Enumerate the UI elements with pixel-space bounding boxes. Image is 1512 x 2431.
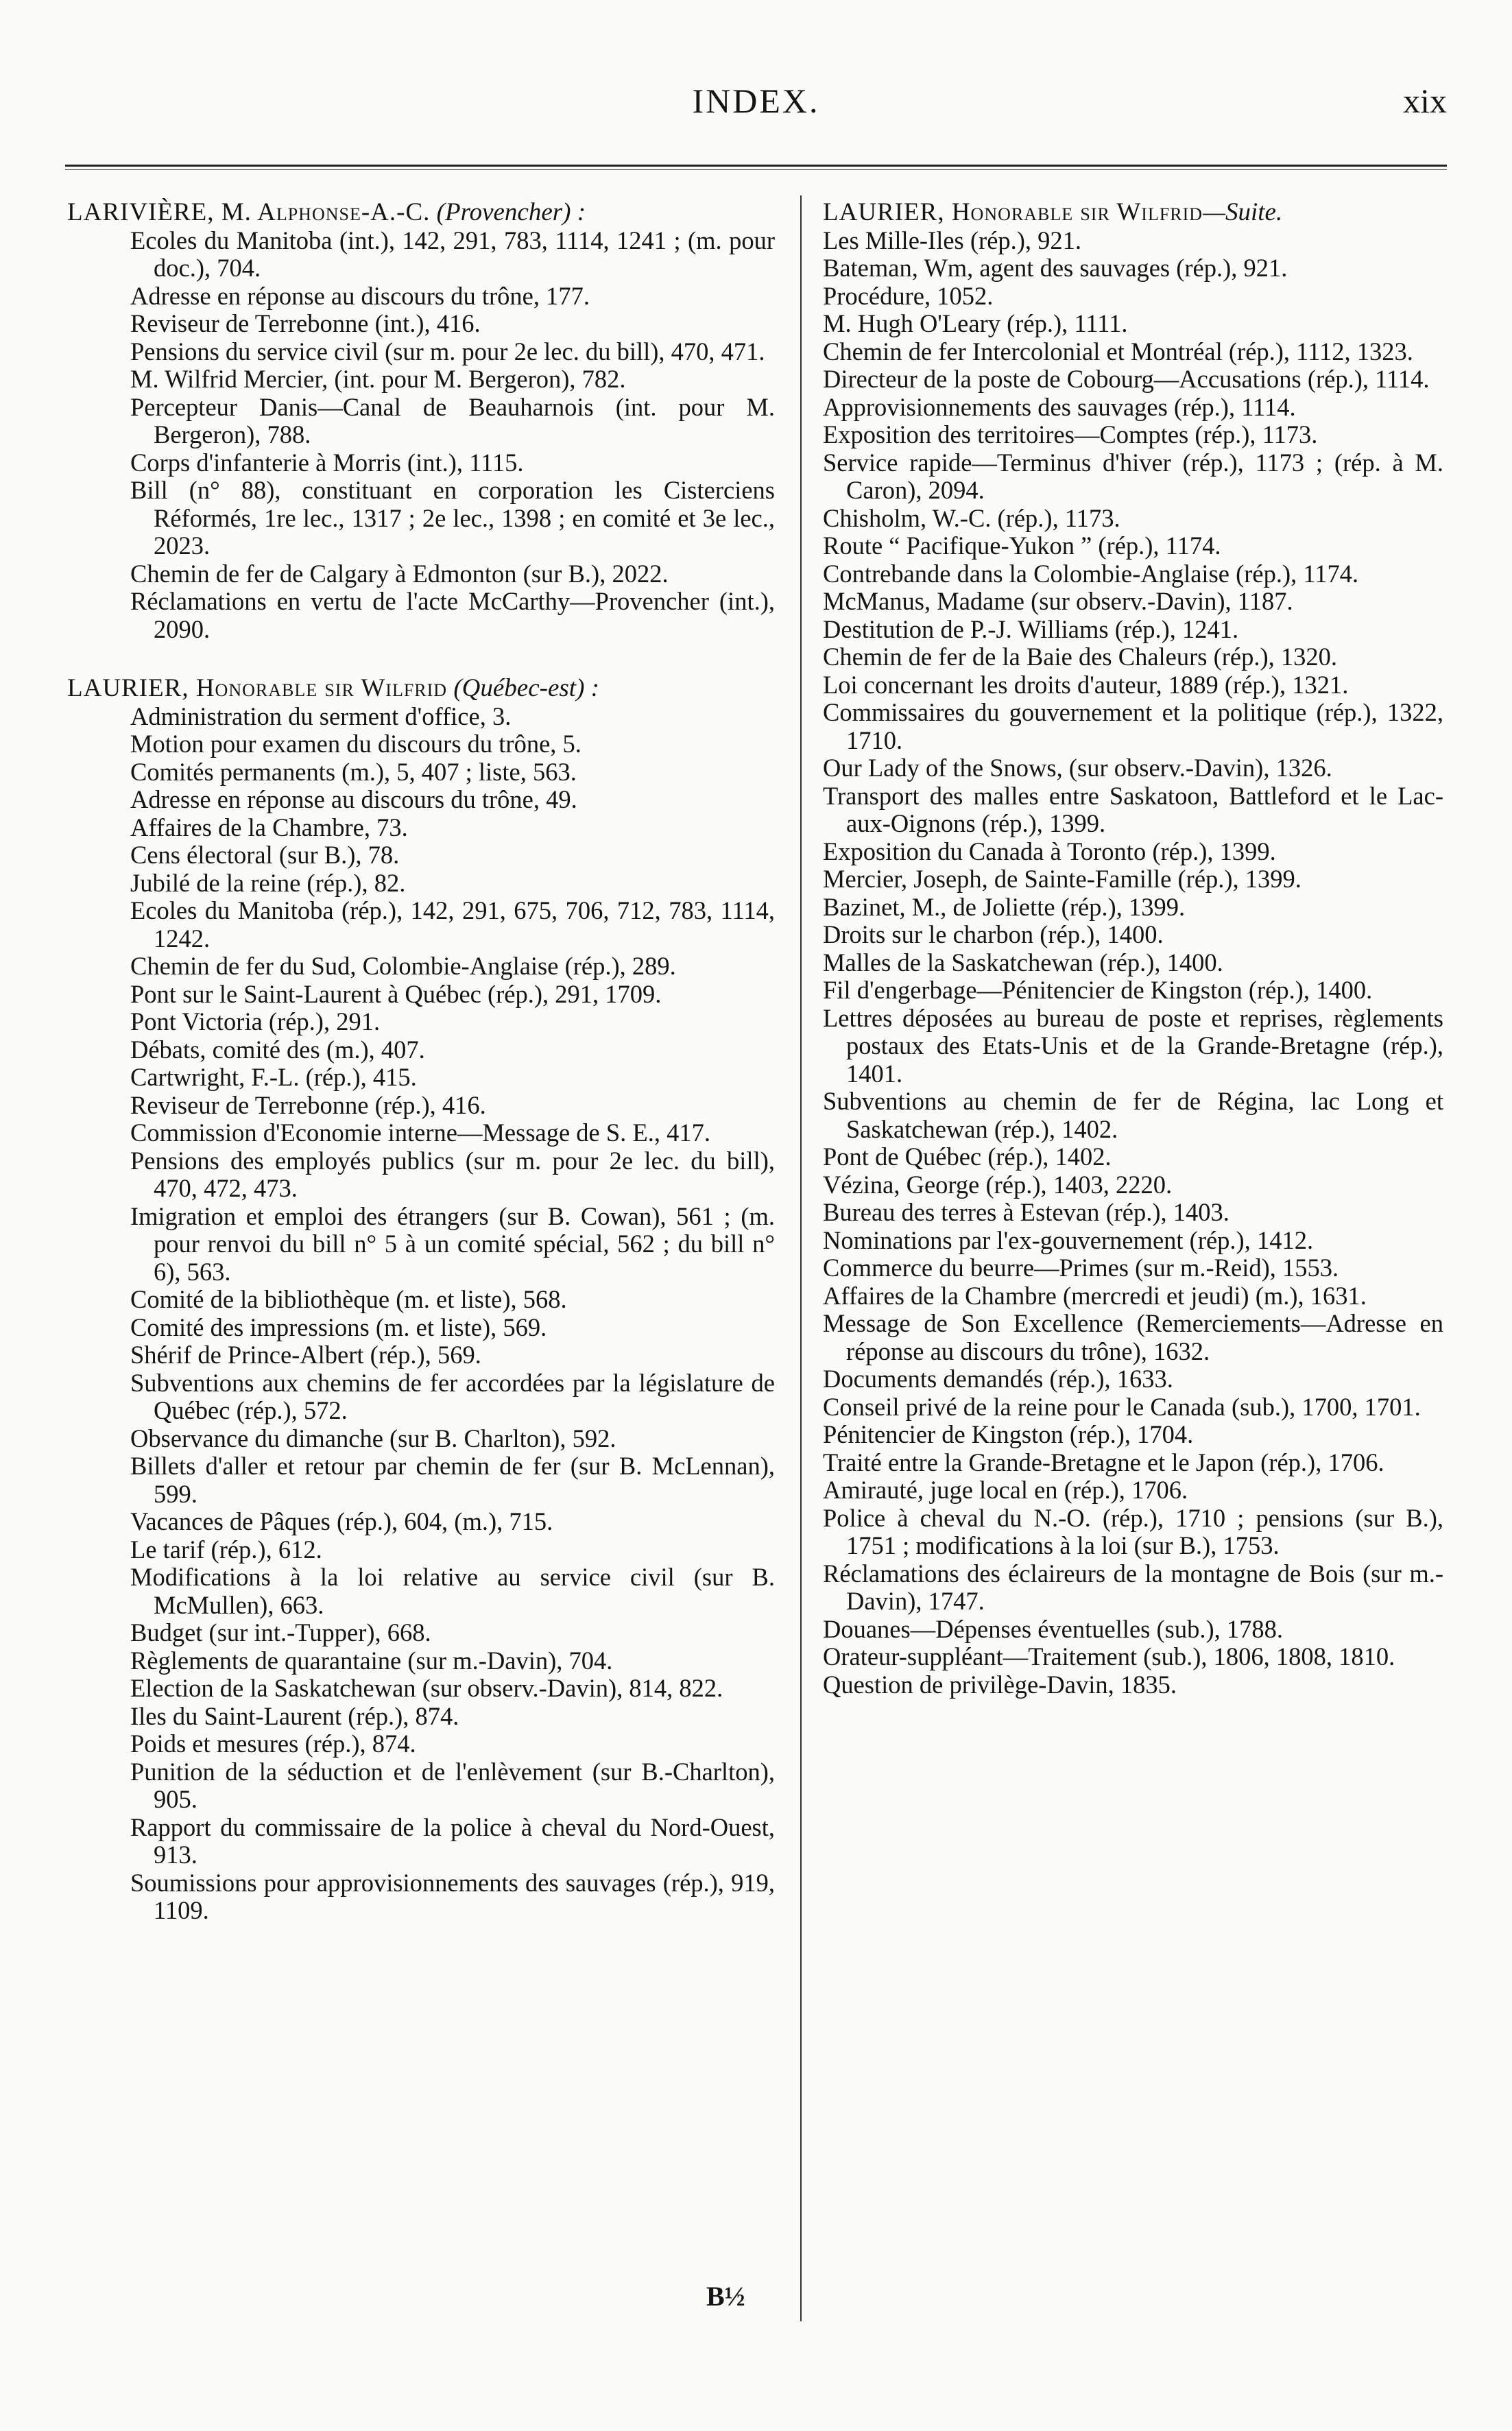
index-entry: Commissaires du gouvernement et la politique (rép.), 1322, 1710. xyxy=(823,698,1443,754)
page-title: INDEX. xyxy=(692,82,820,120)
page-number: xix xyxy=(1403,82,1447,120)
heading-riding: (Québec-est) : xyxy=(453,674,599,702)
index-entry: Exposition des territoires—Comptes (rép.), 1173. xyxy=(823,420,1318,448)
index-entry: Bateman, Wm, agent des sauvages (rép.), 921. xyxy=(823,254,1288,282)
page-header xyxy=(0,81,1512,143)
signature-mark: B½ xyxy=(706,2281,745,2312)
index-entry: Ecoles du Manitoba (rép.), 142, 291, 675, 706, 712, 783, 1114, 1242. xyxy=(130,896,775,953)
index-entry: M. Wilfrid Mercier, (int. pour M. Bergeron), 782. xyxy=(130,365,626,393)
index-entry: Règlements de quarantaine (sur m.-Davin), 704. xyxy=(130,1646,613,1675)
left-column xyxy=(67,199,775,1925)
index-entry: Jubilé de la reine (rép.), 82. xyxy=(130,868,406,897)
index-entry: Subventions aux chemins de fer accordées par la législature de Québec (rép.), 572. xyxy=(130,1368,775,1424)
heading-suffix: —Suite. xyxy=(1203,198,1283,226)
index-entry: Contrebande dans la Colombie-Anglaise (rép.), 1174. xyxy=(823,559,1359,588)
index-entry: Route “ Pacifique-Yukon ” (rép.), 1174. xyxy=(823,531,1221,560)
index-entry: Police à cheval du N.-O. (rép.), 1710 ; pensions (sur B.), 1751 ; modifications à la loi (sur B.), 1753. xyxy=(823,1503,1443,1559)
header-rule xyxy=(65,165,1447,167)
index-entry: Comité des impressions (m. et liste), 569. xyxy=(130,1313,547,1341)
index-entry: Adresse en réponse au discours du trône, 49. xyxy=(130,785,577,813)
index-entry: Chisholm, W.-C. (rép.), 1173. xyxy=(823,503,1120,532)
index-entry: M. Hugh O'Leary (rép.), 1111. xyxy=(823,309,1128,337)
index-entry: Cartwright, F.-L. (rép.), 415. xyxy=(130,1063,417,1091)
index-entry: Pont Victoria (rép.), 291. xyxy=(130,1007,381,1035)
index-entry: Modifications à la loi relative au service civil (sur B. McMullen), 663. xyxy=(130,1563,775,1619)
index-heading-laurier xyxy=(67,675,775,703)
index-entry: Soumissions pour approvisionnements des sauvages (rép.), 919, 1109. xyxy=(130,1868,775,1924)
index-entry: Commission d'Economie interne—Message de S. E., 417. xyxy=(130,1118,710,1147)
index-entry: Fil d'engerbage—Pénitencier de Kingston (rép.), 1400. xyxy=(823,976,1373,1004)
index-entry: Punition de la séduction et de l'enlèvement (sur B.-Charlton), 905. xyxy=(130,1757,775,1813)
index-entry: Douanes—Dépenses éventuelles (sub.), 1788. xyxy=(823,1614,1284,1643)
heading-name: LAURIER, Honorable sir Wilfrid xyxy=(823,198,1203,226)
index-entry: Documents demandés (rép.), 1633. xyxy=(823,1365,1173,1393)
column-divider xyxy=(800,195,802,2321)
index-heading-laurier-suite xyxy=(823,199,1443,227)
index-entry: Exposition du Canada à Toronto (rép.), 1399. xyxy=(823,837,1276,865)
index-entry: Ecoles du Manitoba (int.), 142, 291, 783, 1114, 1241 ; (m. pour doc.), 704. xyxy=(130,226,775,282)
index-entry: Comités permanents (m.), 5, 407 ; liste, 563. xyxy=(130,757,577,786)
index-entry: Reviseur de Terrebonne (int.), 416. xyxy=(130,309,481,337)
index-entry: Droits sur le charbon (rép.), 1400. xyxy=(823,920,1164,948)
index-entry: Vézina, George (rép.), 1403, 2220. xyxy=(823,1170,1173,1199)
index-entry: Lettres déposées au bureau de poste et reprises, règlements postaux des Etats-Unis et de la Grande-Bretagne (rép.), 1401. xyxy=(823,1003,1443,1088)
index-entry: Subventions au chemin de fer de Régina, lac Long et Saskatchewan (rép.), 1402. xyxy=(823,1087,1443,1143)
index-entry: Iles du Saint-Laurent (rép.), 874. xyxy=(130,1701,459,1730)
index-entry: Conseil privé de la reine pour le Canada (sub.), 1700, 1701. xyxy=(823,1392,1421,1421)
index-entry: Commerce du beurre—Primes (sur m.-Reid), 1553. xyxy=(823,1254,1339,1282)
heading-name: LAURIER, Honorable sir Wilfrid xyxy=(67,674,448,702)
index-entry: Adresse en réponse au discours du trône, 177. xyxy=(130,281,590,310)
index-entry: Pont sur le Saint-Laurent à Québec (rép.), 291, 1709. xyxy=(130,979,662,1008)
index-entry: Procédure, 1052. xyxy=(823,281,994,310)
index-entry: Observance du dimanche (sur B. Charlton), 592. xyxy=(130,1424,616,1452)
index-entry: Service rapide—Terminus d'hiver (rép.), 1173 ; (rép. à M. Caron), 2094. xyxy=(823,448,1443,504)
index-entry: Pensions des employés publics (sur m. pour 2e lec. du bill), 470, 472, 473. xyxy=(130,1146,775,1202)
entry-list-laurier xyxy=(67,703,775,1925)
index-entry: McManus, Madame (sur observ.-Davin), 1187. xyxy=(823,587,1293,615)
index-entry: Bazinet, M., de Joliette (rép.), 1399. xyxy=(823,892,1186,921)
index-entry: Percepteur Danis—Canal de Beauharnois (int. pour M. Bergeron), 788. xyxy=(130,392,775,448)
index-entry: Pensions du service civil (sur m. pour 2e lec. du bill), 470, 471. xyxy=(130,337,765,366)
index-entry: Réclamations des éclaireurs de la montagne de Bois (sur m.-Davin), 1747. xyxy=(823,1559,1443,1615)
entry-list-lariviere xyxy=(67,227,775,644)
index-entry: Loi concernant les droits d'auteur, 1889 (rép.), 1321. xyxy=(823,670,1349,699)
index-entry: Réclamations en vertu de l'acte McCarthy—Provencher (int.), 2090. xyxy=(130,587,775,643)
index-entry: Approvisionnements des sauvages (rép.), 1114. xyxy=(823,392,1296,421)
index-entry: Débats, comité des (m.), 407. xyxy=(130,1035,425,1064)
index-entry: Comité de la bibliothèque (m. et liste), 568. xyxy=(130,1285,567,1313)
right-column xyxy=(823,199,1443,1699)
index-entry: Pont de Québec (rép.), 1402. xyxy=(823,1142,1112,1171)
index-entry: Poids et mesures (rép.), 874. xyxy=(130,1729,416,1758)
index-entry: Mercier, Joseph, de Sainte-Famille (rép.), 1399. xyxy=(823,865,1301,893)
section-gap xyxy=(67,643,775,675)
index-entry: Destitution de P.-J. Williams (rép.), 1241. xyxy=(823,614,1239,643)
index-entry: Cens électoral (sur B.), 78. xyxy=(130,841,400,869)
header-rule-thin xyxy=(65,169,1447,170)
index-entry: Orateur-suppléant—Traitement (sub.), 1806, 1808, 1810. xyxy=(823,1642,1395,1670)
index-entry: Bill (n° 88), constituant en corporation les Cisterciens Réformés, 1re lec., 1317 ; 2e lec., 1398 ; en comité et 3e lec., 2023. xyxy=(130,476,775,560)
index-entry: Malles de la Saskatchewan (rép.), 1400. xyxy=(823,948,1223,977)
heading-name: LARIVIÈRE, M. Alphonse-A.-C. xyxy=(67,198,431,226)
index-entry: Traité entre la Grande-Bretagne et le Japon (rép.), 1706. xyxy=(823,1448,1384,1476)
index-entry: Imigration et emploi des étrangers (sur B. Cowan), 561 ; (m. pour renvoi du bill n° 5 à un comité spécial, 562 ; du bill n° 6), 563. xyxy=(130,1201,775,1286)
index-entry: Chemin de fer de la Baie des Chaleurs (rép.), 1320. xyxy=(823,643,1338,671)
index-entry: Affaires de la Chambre, 73. xyxy=(130,813,408,841)
index-entry: Chemin de fer Intercolonial et Montréal (rép.), 1112, 1323. xyxy=(823,337,1413,366)
index-entry: Corps d'infanterie à Morris (int.), 1115. xyxy=(130,448,524,477)
index-entry: Affaires de la Chambre (mercredi et jeudi) (m.), 1631. xyxy=(823,1281,1367,1310)
index-entry: Amirauté, juge local en (rép.), 1706. xyxy=(823,1476,1188,1504)
index-entry: Chemin de fer du Sud, Colombie-Anglaise (rép.), 289. xyxy=(130,952,676,980)
index-entry: Election de la Saskatchewan (sur observ.-Davin), 814, 822. xyxy=(130,1674,723,1702)
index-entry: Vacances de Pâques (rép.), 604, (m.), 715. xyxy=(130,1507,553,1535)
index-entry: Les Mille-Iles (rép.), 921. xyxy=(823,226,1082,254)
index-entry: Question de privilège-Davin, 1835. xyxy=(823,1670,1177,1699)
index-entry: Message de Son Excellence (Remerciements—Adresse en réponse au discours du trône), 1632. xyxy=(823,1309,1443,1365)
index-entry: Our Lady of the Snows, (sur observ.-Davin), 1326. xyxy=(823,754,1332,782)
index-entry: Shérif de Prince-Albert (rép.), 569. xyxy=(130,1341,481,1369)
index-entry: Nominations par l'ex-gouvernement (rép.), 1412. xyxy=(823,1225,1314,1254)
index-entry: Rapport du commissaire de la police à cheval du Nord-Ouest, 913. xyxy=(130,1812,775,1869)
index-entry: Transport des malles entre Saskatoon, Battleford et le Lac-aux-Oignons (rép.), 1399. xyxy=(823,781,1443,837)
index-entry: Le tarif (rép.), 612. xyxy=(130,1535,322,1564)
index-entry: Budget (sur int.-Tupper), 668. xyxy=(130,1618,431,1646)
index-entry: Pénitencier de Kingston (rép.), 1704. xyxy=(823,1420,1194,1448)
index-entry: Reviseur de Terrebonne (rép.), 416. xyxy=(130,1090,486,1119)
index-entry: Directeur de la poste de Cobourg—Accusations (rép.), 1114. xyxy=(823,365,1430,393)
index-entry: Administration du serment d'office, 3. xyxy=(130,702,512,730)
heading-riding: (Provencher) : xyxy=(436,198,586,226)
index-entry: Motion pour examen du discours du trône, 5. xyxy=(130,730,581,758)
index-entry: Chemin de fer de Calgary à Edmonton (sur B.), 2022. xyxy=(130,559,669,588)
index-entry: Billets d'aller et retour par chemin de fer (sur B. McLennan), 599. xyxy=(130,1452,775,1508)
index-entry: Bureau des terres à Estevan (rép.), 1403. xyxy=(823,1198,1229,1226)
index-heading-lariviere xyxy=(67,199,775,227)
entry-list-laurier-suite xyxy=(823,227,1443,1699)
